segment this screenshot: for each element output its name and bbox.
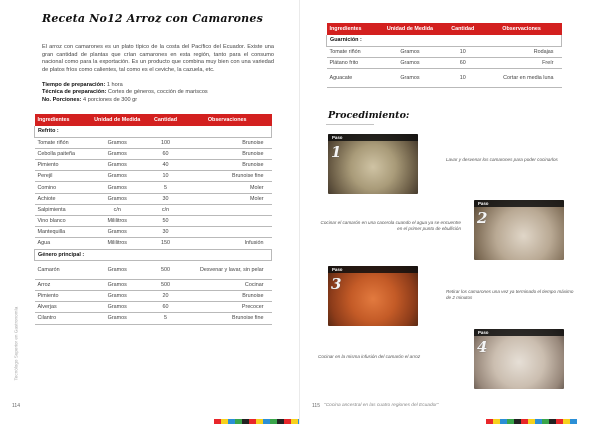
table-cell: Cilantro (35, 313, 87, 324)
table-cell (183, 227, 272, 238)
table-cell: 150 (148, 238, 183, 249)
table-cell: Gramos (86, 160, 148, 171)
table-cell: 40 (148, 160, 183, 171)
table-row (35, 148, 272, 159)
table-cell: Pimiento (35, 290, 87, 301)
table-section-row (35, 249, 272, 260)
recipe-meta (42, 82, 274, 104)
portions-line (42, 97, 274, 104)
step-number: 1 (331, 143, 342, 161)
step-1-caption: Lavar y desvenar los camarones para poder cocinarlos (446, 157, 558, 162)
table-cell: Tomate riñón (35, 137, 87, 148)
table-cell: Gramos (86, 137, 148, 148)
page-number-right: 115 (312, 403, 320, 409)
table-cell: Cocinar (183, 279, 272, 290)
technique-value: Cortes de géneros, cocción de mariscos (107, 89, 208, 96)
table-cell: Arroz (35, 279, 87, 290)
table-cell: 5 (148, 182, 183, 193)
step-2-photo (474, 200, 564, 260)
stripe-segment (535, 419, 542, 424)
table-header-cell: Unidad de Medida (86, 114, 148, 126)
table-row (35, 182, 272, 193)
stripe-segment (507, 419, 514, 424)
table-header-cell: Ingredientes (327, 23, 377, 35)
step-3-photo (328, 266, 418, 326)
procedure-title: Procedimiento: (328, 110, 410, 121)
section-label: Género principal : (35, 249, 272, 260)
table-cell: Gramos (86, 227, 148, 238)
recipe-title: Receta No12 Arroz con Camarones (42, 12, 263, 25)
table-cell: Plátano frito (327, 57, 377, 68)
stripe-segment (521, 419, 528, 424)
table-header-cell: Cantidad (148, 114, 183, 126)
table-row (35, 238, 272, 249)
step-label: Paso (474, 200, 564, 207)
table-header-cell: Ingredientes (35, 114, 87, 126)
table-cell: Precocer (183, 302, 272, 313)
table-cell: Achiote (35, 193, 87, 204)
table-cell (183, 204, 272, 215)
table-cell: Gramos (86, 182, 148, 193)
portions-value: 4 porciones de 300 gr (83, 96, 138, 103)
table-cell: 60 (148, 148, 183, 159)
table-row (35, 171, 272, 182)
step-4-caption: Cocinar en la misma infusión del camarón el arroz (318, 354, 421, 359)
table-cell: Gramos (86, 193, 148, 204)
stripe-segment (214, 419, 221, 424)
table-header-cell: Observaciones (482, 23, 562, 35)
table-cell: Aguacate (327, 69, 377, 88)
table-header-row (327, 23, 562, 35)
stripe-segment (284, 419, 291, 424)
table-cell: 10 (148, 171, 183, 182)
step-3-caption: Retirar los camarones una vez ya terminado el tiempo máximo de 2 minutos (446, 289, 574, 300)
table-row (35, 279, 272, 290)
table-cell: 20 (148, 290, 183, 301)
table-cell: Mililitros (86, 216, 148, 227)
table-cell: Alverjas (35, 302, 87, 313)
table-cell: Comino (35, 182, 87, 193)
table-cell: Brunoise fine (183, 313, 272, 324)
footer-note: "Cocina ancestral en las cuatro regiones del Ecuador" (324, 403, 439, 408)
table-cell: Brunoise (183, 137, 272, 148)
stripe-segment (542, 419, 549, 424)
table-row (35, 302, 272, 313)
table-cell: Pimiento (35, 160, 87, 171)
table-cell: Moler (183, 193, 272, 204)
table-cell: Infusión (183, 238, 272, 249)
table-cell (183, 216, 272, 227)
stripe-segment (263, 419, 270, 424)
table-cell: 5 (148, 313, 183, 324)
stripe-segment (270, 419, 277, 424)
table-row (35, 160, 272, 171)
table-cell: 10 (444, 46, 482, 57)
side-label (6, 284, 19, 384)
stripe-segment (514, 419, 521, 424)
table-row (35, 204, 272, 215)
table-cell: Perejil (35, 171, 87, 182)
step-number: 4 (477, 338, 488, 356)
page-number-left: 114 (12, 403, 20, 409)
table-cell: Tomate riñón (327, 46, 377, 57)
stripe-segment (228, 419, 235, 424)
table-cell: Gramos (86, 171, 148, 182)
table-cell: Mantequilla (35, 227, 87, 238)
table-cell: Desvenar y lavar, sin pelar (183, 260, 272, 279)
table-cell: Gramos (86, 302, 148, 313)
stripe-segment (277, 419, 284, 424)
table-cell: 10 (444, 69, 482, 88)
table-row (327, 57, 562, 68)
table-cell: Gramos (376, 57, 444, 68)
stripe-segment (563, 419, 570, 424)
table-row (35, 137, 272, 148)
table-cell: 30 (148, 227, 183, 238)
table-cell: Cebolla paiteña (35, 148, 87, 159)
prep-time-value: 1 hora (106, 82, 123, 88)
table-cell: Gramos (376, 46, 444, 57)
table-row (35, 193, 272, 204)
table-cell: Rodajas (482, 46, 562, 57)
stripe-segment (249, 419, 256, 424)
step-label: Paso (328, 134, 418, 141)
ingredients-table-main (34, 114, 272, 325)
prep-time-line (42, 82, 274, 89)
table-cell: Salpimienta (35, 204, 87, 215)
table-cell: Mililitros (86, 238, 148, 249)
table-cell: Moler (183, 182, 272, 193)
ingredients-table-garnish (326, 23, 562, 88)
table-cell: 100 (148, 137, 183, 148)
section-label: Guarnición : (327, 35, 562, 46)
table-row (35, 313, 272, 324)
table-cell: Freír (482, 57, 562, 68)
table-cell: Gramos (86, 313, 148, 324)
stripe-segment (549, 419, 556, 424)
side-label-text: Tecnólogo Superior en Gastronomía (13, 306, 19, 381)
table-row (35, 216, 272, 227)
table-row (35, 290, 272, 301)
table-cell: c/n (148, 204, 183, 215)
stripe-segment (235, 419, 242, 424)
section-label: Refrito : (35, 126, 272, 137)
table-cell: 50 (148, 216, 183, 227)
table-cell: Gramos (86, 260, 148, 279)
color-stripe-left (214, 419, 305, 424)
table-cell: Gramos (86, 290, 148, 301)
table-cell: Brunoise (183, 148, 272, 159)
table-cell: Brunoise (183, 160, 272, 171)
stripe-segment (291, 419, 298, 424)
table-cell: Gramos (376, 69, 444, 88)
step-number: 2 (477, 209, 488, 227)
table-row (327, 69, 562, 88)
technique-label: Técnica de preparación: (42, 89, 107, 96)
table-cell: Camarón (35, 260, 87, 279)
table-cell: Brunoise (183, 290, 272, 301)
step-number: 3 (331, 275, 342, 293)
table-row (35, 260, 272, 279)
stripe-segment (528, 419, 535, 424)
step-label: Paso (328, 266, 418, 273)
table-header-cell: Cantidad (444, 23, 482, 35)
color-stripe-right (486, 419, 577, 424)
table-cell: c/n (86, 204, 148, 215)
table-cell: Agua (35, 238, 87, 249)
procedure-underline (326, 124, 374, 125)
technique-line (42, 89, 274, 96)
table-cell: Brunoise fine (183, 171, 272, 182)
portions-label: No. Porciones: (42, 96, 82, 103)
prep-time-label: Tiempo de preparación: (42, 82, 106, 88)
table-row (35, 227, 272, 238)
stripe-segment (221, 419, 228, 424)
stripe-segment (242, 419, 249, 424)
table-header-cell: Unidad de Medida (376, 23, 444, 35)
table-cell: 500 (148, 260, 183, 279)
step-4-photo (474, 329, 564, 389)
table-section-row (35, 126, 272, 137)
stripe-segment (486, 419, 493, 424)
stripe-segment (493, 419, 500, 424)
stripe-segment (570, 419, 577, 424)
table-section-row (327, 35, 562, 46)
stripe-segment (256, 419, 263, 424)
step-1-photo (328, 134, 418, 194)
step-label: Paso (474, 329, 564, 336)
table-cell: Gramos (86, 279, 148, 290)
table-header-row (35, 114, 272, 126)
recipe-intro: El arroz con camarones es un plato típico de la costa del Pacífico del Ecuador. Existe una gran cantidad de plantas que crían camarones en esta región, tanto para el consumo nacional como para la exportación. Es un producto que combina muy bien con una variedad de platos fríos como calientes, tal como es el ceviche, la cazuela, etc. (42, 44, 274, 73)
table-cell: 500 (148, 279, 183, 290)
table-cell: 30 (148, 193, 183, 204)
table-row (327, 46, 562, 57)
table-cell: Gramos (86, 148, 148, 159)
table-cell: Vino blanco (35, 216, 87, 227)
stripe-segment (500, 419, 507, 424)
step-2-caption: Cocinar el camarón en una cacerola cuando el agua ya se encuentre en el primer punto de ebullición (320, 220, 461, 231)
stripe-segment (556, 419, 563, 424)
table-cell: Cortar en media luna (482, 69, 562, 88)
table-cell: 60 (148, 302, 183, 313)
table-header-cell: Observaciones (183, 114, 272, 126)
table-cell: 60 (444, 57, 482, 68)
